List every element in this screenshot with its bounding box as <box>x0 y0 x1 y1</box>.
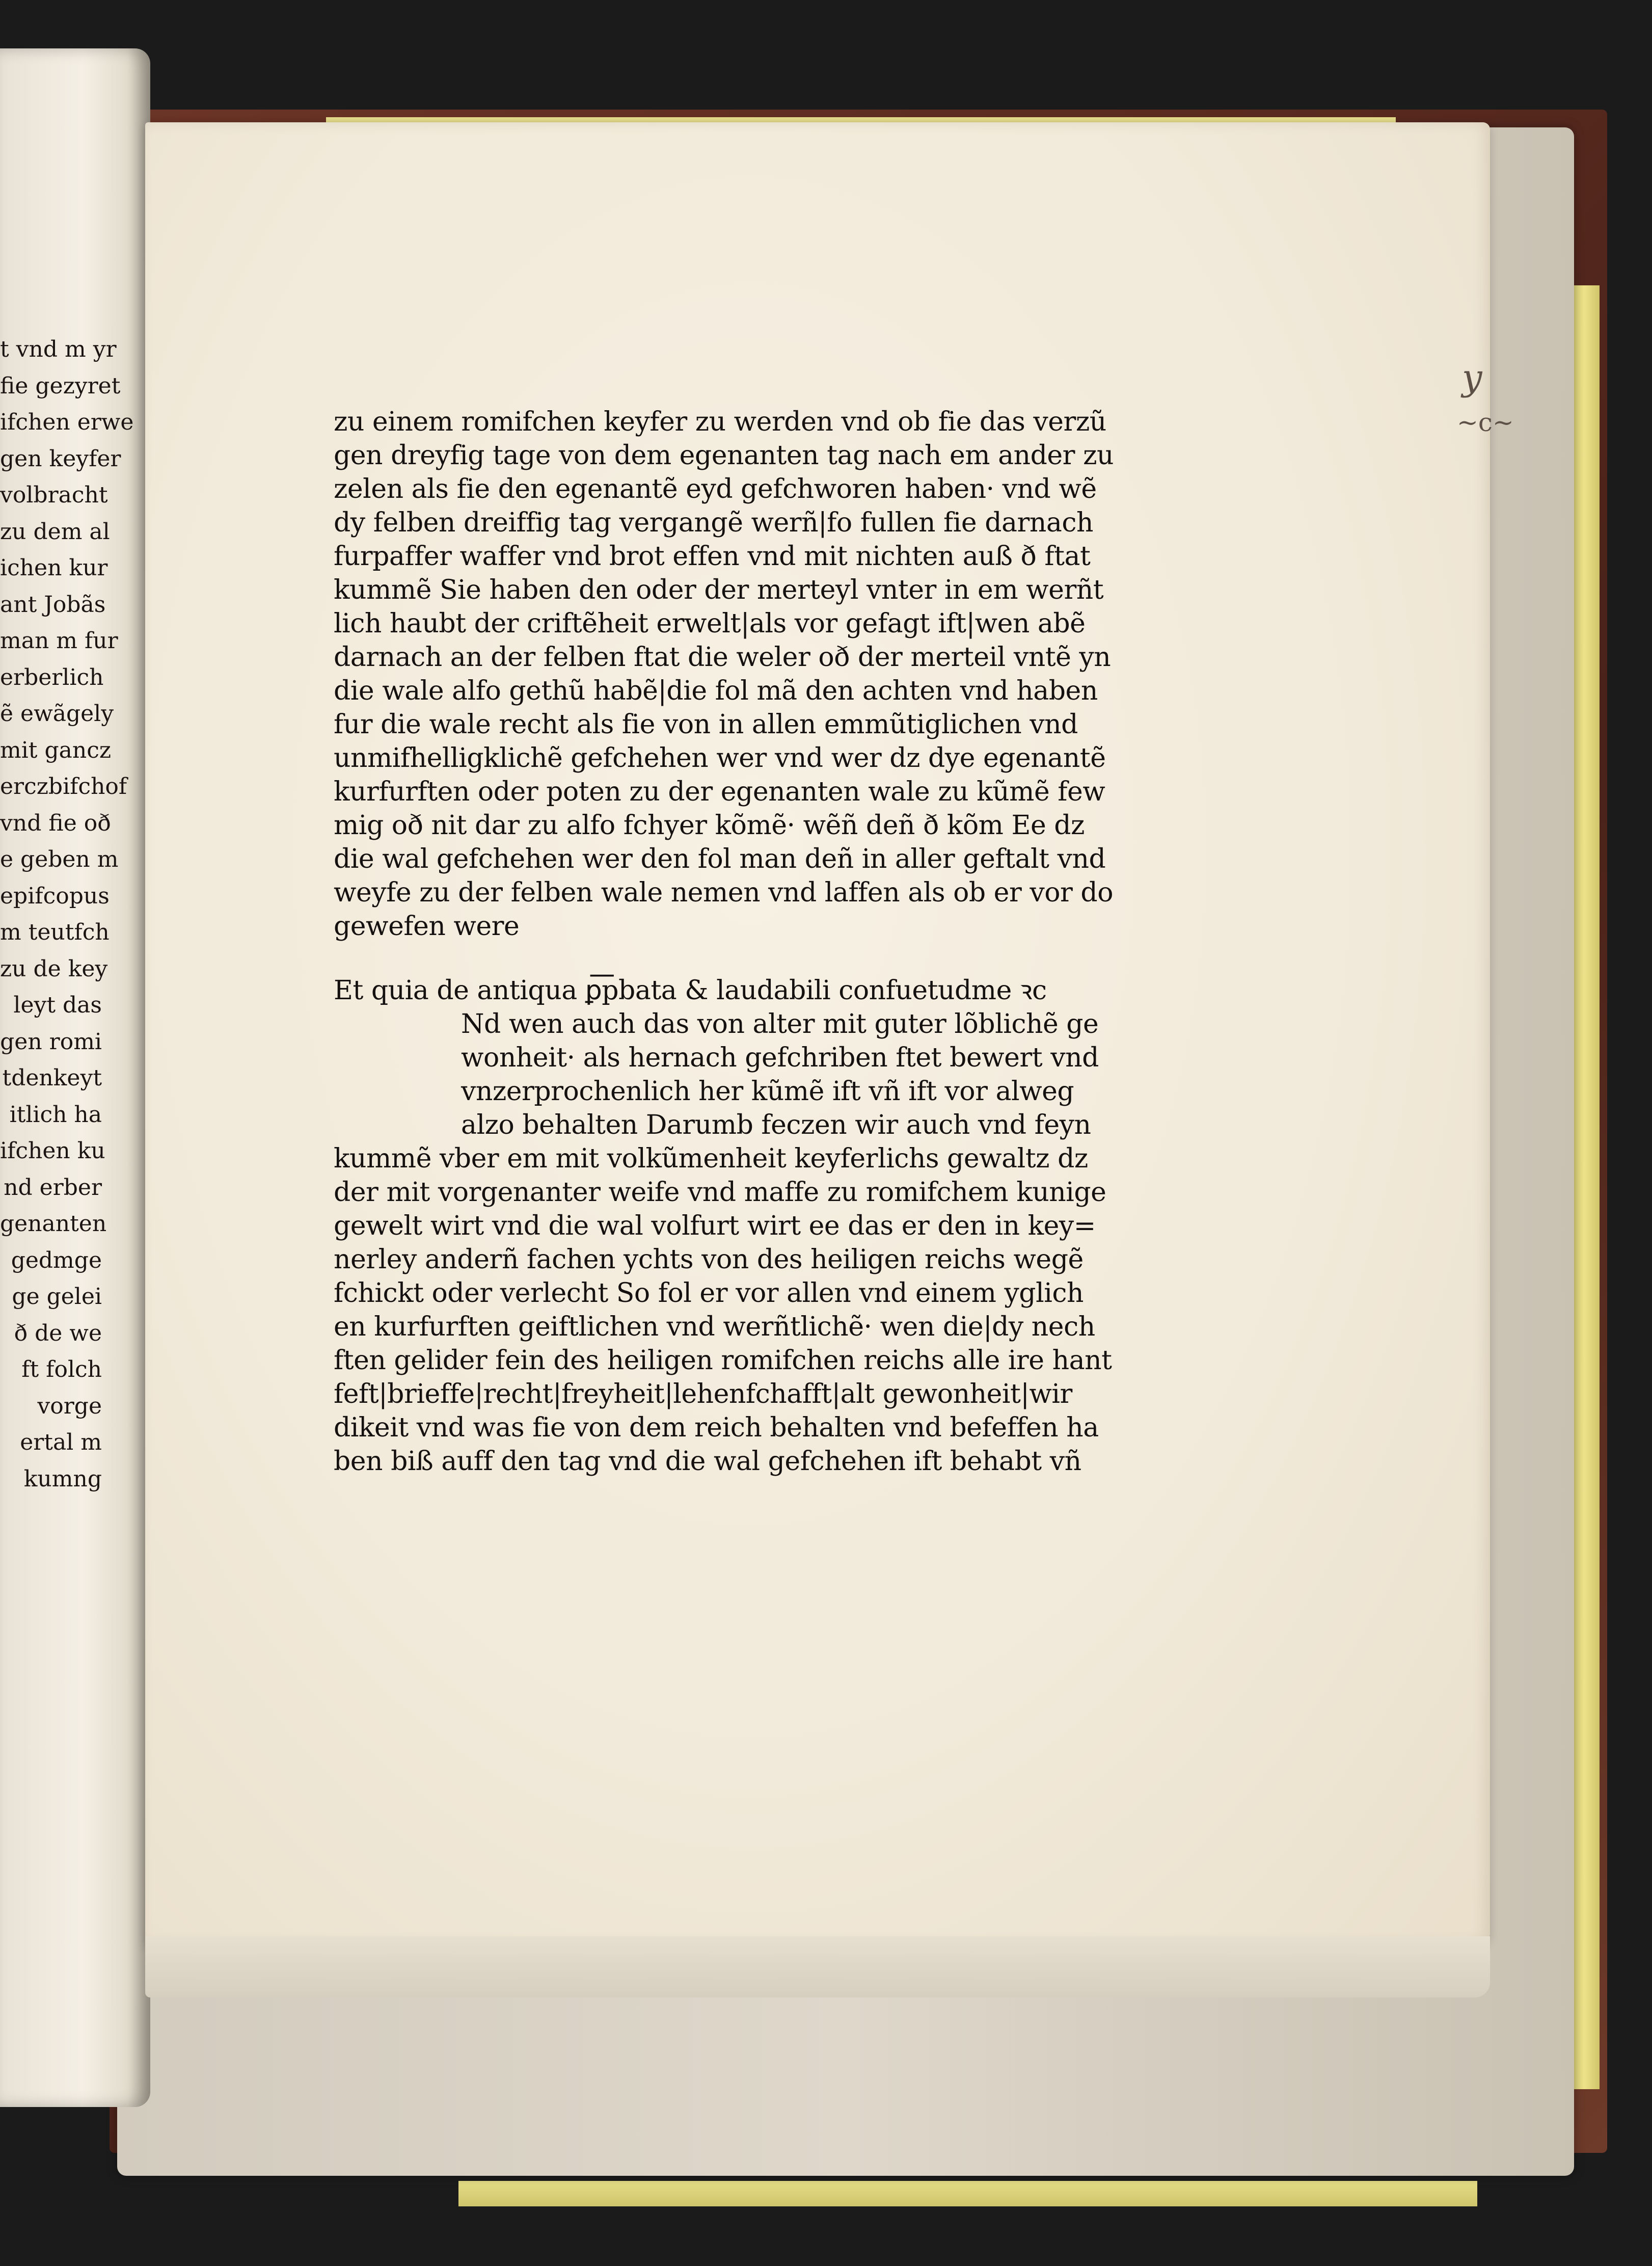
left-page-line: man m fur <box>0 628 118 654</box>
yellow-paper-strip-bottom <box>458 2181 1477 2206</box>
text-line: die wale alfo gethũ habẽ|die fol mã den achten vnd haben <box>334 676 1098 706</box>
text-line: gewelt wirt vnd die wal volfurt wirt ee das er den in key= <box>334 1211 1096 1241</box>
margin-note-2: ~c~ <box>1457 408 1514 437</box>
text-line: fur die wale recht als fie von in allen emmũtiglichen vnd <box>334 709 1078 740</box>
text-line: ften gelider fein des heiligen romifchen reichs alle ire hant <box>334 1345 1112 1376</box>
left-page-line: volbracht <box>0 482 108 508</box>
left-page-line: ant Jobãs <box>0 591 106 618</box>
left-page-line: ẽ ewãgely <box>0 701 114 727</box>
left-page-line: nd erber <box>4 1174 102 1201</box>
text-line: die wal gefchehen wer den fol man deñ in aller geftalt vnd <box>334 844 1106 874</box>
text-line: nerley anderñ fachen ychts von des heiligen reichs wegẽ <box>334 1244 1084 1275</box>
paragraph-2-indented <box>334 1007 1098 1142</box>
text-line: vnzerprochenlich her kũmẽ ift vñ ift vor alweg <box>461 1076 1074 1107</box>
text-line: kummẽ vber em mit volkũmenheit keyferlichs gewaltz dz <box>334 1143 1088 1174</box>
left-page-line: kumng <box>23 1465 102 1492</box>
text-line: dy felben dreiffig tag vergangẽ werñ|fo fullen fie darnach <box>334 508 1093 538</box>
left-page-line: vorge <box>37 1393 102 1419</box>
left-page-line: erczbifchof <box>0 774 127 799</box>
text-line: wonheit· als hernach gefchriben ftet bewert vnd <box>461 1043 1099 1073</box>
left-page-line: ertal m <box>20 1429 102 1455</box>
text-line: mig oð nit dar zu alfo fchyer kõmẽ· wẽñ deñ ð kõm Ee dz <box>334 810 1085 841</box>
left-page-line: itlich ha <box>9 1101 102 1128</box>
text-line: zelen als fie den egenantẽ eyd gefchworen haben· vnd wẽ <box>334 474 1097 504</box>
text-line: kurfurften oder poten zu der egenanten wale zu kũmẽ few <box>334 777 1105 807</box>
left-page-line: leyt das <box>13 992 102 1018</box>
left-page-line: zu dem al <box>0 518 110 545</box>
left-page-line: ifchen erwe <box>0 409 134 435</box>
text-line: weyfe zu der felben wale nemen vnd laffen als ob er vor do <box>334 877 1114 908</box>
left-page-line: mit gancz <box>0 737 112 763</box>
paragraph-2-rest <box>334 1142 1112 1478</box>
text-line: gewefen were <box>334 911 520 942</box>
left-page-line: ifchen ku <box>0 1138 105 1164</box>
main-text-block <box>334 405 1114 1478</box>
left-page-line: gen keyfer <box>0 445 121 472</box>
left-page-line: vnd fie oð <box>0 810 111 836</box>
text-line: en kurfurften geiftlichen vnd werñtlichẽ· wen die|dy nech <box>334 1312 1095 1342</box>
text-line: alzo behalten Darumb feczen wir auch vnd feyn <box>461 1110 1091 1140</box>
left-page-text <box>0 331 134 1497</box>
paragraph-2-incipit: Et quia de antiqua ꝑ͞pbata & laudabili confuetudme ꝛc <box>334 975 1047 1006</box>
left-page-line: gen romi <box>0 1028 102 1055</box>
text-line: Nd wen auch das von alter mit guter lõblichẽ ge <box>461 1009 1099 1039</box>
page-bottom-edge <box>145 1936 1490 1997</box>
paragraph-1 <box>334 405 1114 943</box>
left-page-line: ft folch <box>21 1356 102 1382</box>
text-line: der mit vorgenanter weife vnd maffe zu romifchem kunige <box>334 1177 1106 1208</box>
margin-note: y <box>1462 357 1482 398</box>
left-page-line: m teutfch <box>0 919 110 945</box>
left-page-line: zu de key <box>0 955 108 982</box>
left-page-line: tdenkeyt <box>2 1065 102 1091</box>
text-line: furpaffer waffer vnd brot effen vnd mit nichten auß ð ftat <box>334 541 1091 572</box>
left-page <box>0 48 150 2107</box>
text-line: unmifhelligklichẽ gefchehen wer vnd wer dz dye egenantẽ <box>334 743 1106 774</box>
left-page-line: genanten <box>0 1211 107 1237</box>
left-page-line: ð de we <box>14 1320 102 1346</box>
text-line: kummẽ Sie haben den oder der merteyl vnter in em werñt <box>334 575 1104 605</box>
left-page-line: e geben m <box>0 846 119 872</box>
left-page-line: fie gezyret <box>0 372 121 399</box>
text-line: ben biß auff den tag vnd die wal gefchehen ift behabt vñ <box>334 1446 1081 1477</box>
left-page-line: ichen kur <box>0 555 108 581</box>
text-line: dikeit vnd was fie von dem reich behalten vnd befeffen ha <box>334 1412 1099 1443</box>
text-line: lich haubt der criftẽheit erwelt|als vor gefagt ift|wen abẽ <box>334 608 1086 639</box>
left-page-line: ge gelei <box>12 1284 102 1310</box>
left-page-line: epifcopus <box>0 883 110 909</box>
left-page-line: gedmge <box>11 1247 102 1273</box>
left-page-line: erberlich <box>0 664 104 690</box>
text-line: zu einem romifchen keyfer zu werden vnd ob fie das verzũ <box>334 407 1106 437</box>
left-page-line: t vnd m yr <box>0 336 117 362</box>
text-line: darnach an der felben ftat die weler oð der merteil vntẽ yn <box>334 642 1111 673</box>
text-line: feft|brieffe|recht|freyheit|lehenfchafft|alt gewonheit|wir <box>334 1379 1072 1409</box>
text-line: gen dreyfig tage von dem egenanten tag nach em ander zu <box>334 440 1114 471</box>
text-line: fchickt oder verlecht So fol er vor allen vnd einem yglich <box>334 1278 1084 1309</box>
